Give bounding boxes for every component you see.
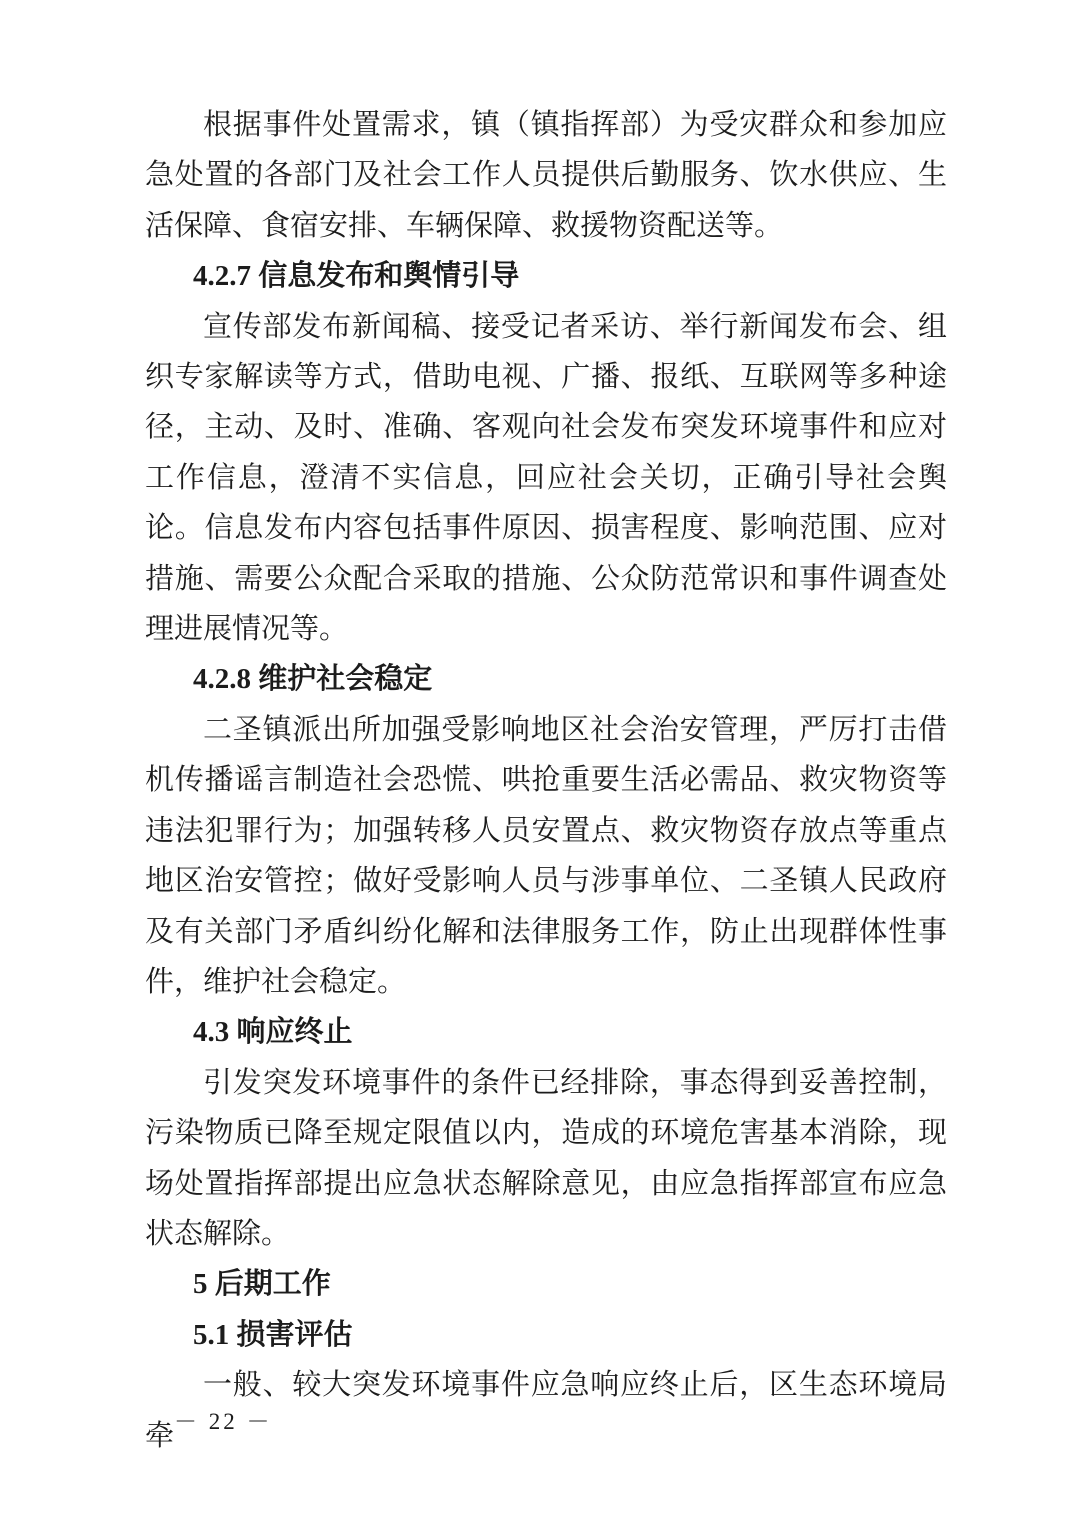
document-body (145, 100, 947, 1461)
page-footer (174, 1403, 273, 1436)
section-heading: 5.1 损害评估 (193, 1318, 353, 1351)
body-paragraph: 引发突发环境事件的条件已经排除，事态得到妥善控制，污染物质已降至规定限值以内，造成的环境危害基本消除，现场处置指挥部提出应急状态解除意见，由应急指挥部宣布应急状态解除。 (145, 1066, 947, 1250)
body-paragraph: 二圣镇派出所加强受影响地区社会治安管理，严厉打击借机传播谣言制造社会恐慌、哄抢重要生活必需品、救灾物资等违法犯罪行为；加强转移人员安置点、救灾物资存放点等重点地区治安管控；做好受影响人员与涉事单位、二圣镇人民政府及有关部门矛盾纠纷化解和法律服务工作，防止出现群体性事件，维护社会稳定。 (145, 713, 947, 998)
section-heading: 4.3 响应终止 (193, 1016, 353, 1049)
page-number: － 22 － (174, 1409, 273, 1434)
section-heading: 5 后期工作 (193, 1268, 331, 1301)
body-paragraph: 宣传部发布新闻稿、接受记者采访、举行新闻发布会、组织专家解读等方式，借助电视、广播、报纸、互联网等多种途径，主动、及时、准确、客观向社会发布突发环境事件和应对工作信息，澄清不实信息，回应社会关切，正确引导社会舆论。信息发布内容包括事件原因、损害程度、影响范围、应对措施、需要公众配合采取的措施、公众防范常识和事件调查处理进展情况等。 (145, 310, 947, 646)
section-heading: 4.2.7 信息发布和舆情引导 (193, 260, 520, 293)
body-paragraph: 一般、较大突发环境事件应急响应终止后，区生态环境局牵 (145, 1369, 947, 1452)
section-heading: 4.2.8 维护社会稳定 (193, 663, 433, 696)
body-paragraph: 根据事件处置需求，镇（镇指挥部）为受灾群众和参加应急处置的各部门及社会工作人员提供后勤服务、饮水供应、生活保障、食宿安排、车辆保障、救援物资配送等。 (145, 109, 947, 242)
